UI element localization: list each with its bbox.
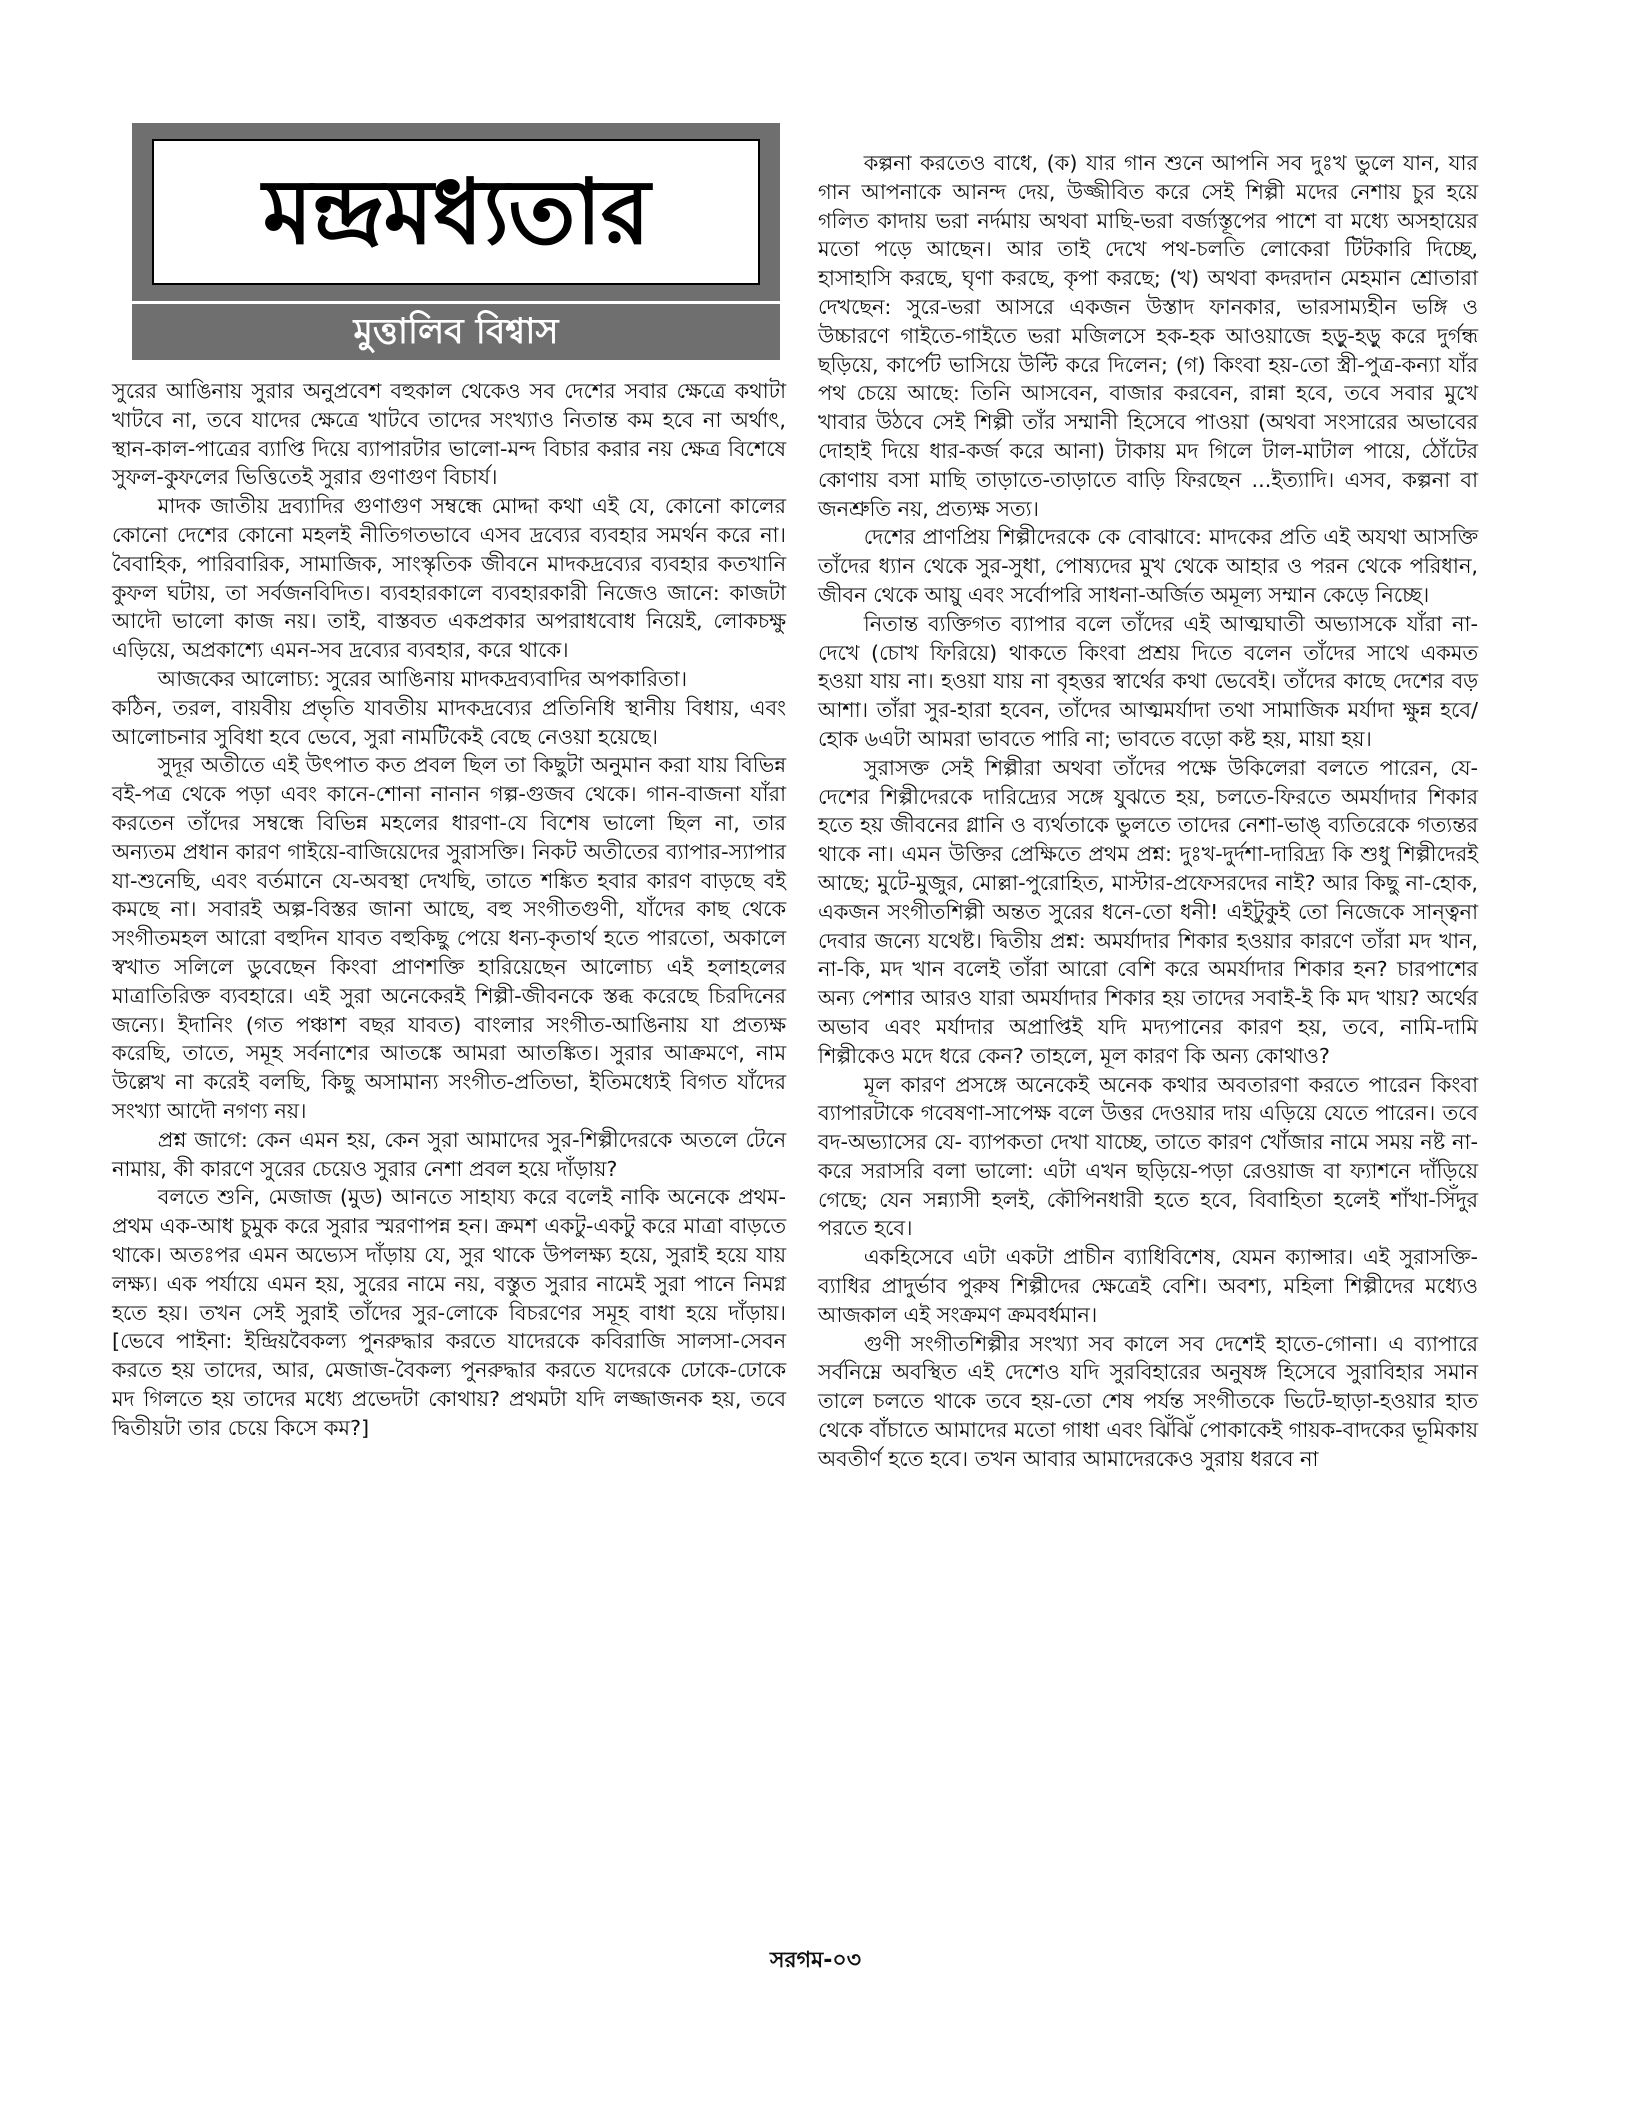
paragraph: একহিসেবে এটা একটা প্রাচীন ব্যাধিবিশেষ, যেমন ক্যান্সার। এই সুরাসক্তি-ব্যাধির প্রাদুর্ভাব পুরুষ শিল্পীদের ক্ষেত্রেই বেশি। অবশ্য, মহিলা শিল্পীদের মধ্যেও আজকাল এই সংক্রমণ ক্রমবর্ধমান। <box>818 1245 1478 1327</box>
paragraph: প্রশ্ন জাগে: কেন এমন হয়, কেন সুরা আমাদের সুর-শিল্পীদেরকে অতলে টেনে নামায়, কী কারণে সুরের চেয়েও সুরার নেশা প্রবল হয়ে দাঁড়ায়? <box>112 1127 786 1181</box>
left-column <box>112 377 786 1442</box>
paragraph: নিতান্ত ব্যক্তিগত ব্যাপার বলে তাঁদের এই আত্মঘাতী অভ্যাসকে যাঁরা না-দেখে (চোখ ফিরিয়ে) থাকতে কিংবা প্রশ্রয় দিতে বলেন তাঁদের সাথে একমত হওয়া যায় না। হওয়া যায় না বৃহত্তর স্বার্থের কথা ভেবেই। তাঁদের কাছে দেশের বড় আশা। তাঁরা সুর-হারা হবেন, তাঁদের আত্মমর্যাদা তথা সামাজিক মর্যাদা ক্ষুন্ন হবে/হোক ৬এটা আমরা ভাবতে পারি না; ভাবতে বড়ো কষ্ট হয়, মায়া হয়। <box>818 611 1478 751</box>
paragraph: দেশের প্রাণপ্রিয় শিল্পীদেরকে কে বোঝাবে: মাদকের প্রতি এই অযথা আসক্তি তাঁদের ধ্যান থেকে সুর-সুধা, পোষ্যদের মুখ থেকে আহার ও পরন থেকে পরিধান, জীবন থেকে আয়ু এবং সর্বোপরি সাধনা-অর্জিত অমূল্য সম্মান কেড়ে নিচ্ছে। <box>818 525 1478 607</box>
paragraph: গুণী সংগীতশিল্পীর সংখ্যা সব কালে সব দেশেই হাতে-গোনা। এ ব্যাপারে সর্বনিম্নে অবস্থিত এই দেশেও যদি সুরবিহারের অনুষঙ্গ হিসেবে সুরাবিহার সমান তালে চলতে থাকে তবে হয়-তো শেষ পর্যন্ত সংগীতকে ভিটে-ছাড়া-হওয়ার হাত থেকে বাঁচাতে আমাদের মতো গাধা এবং ঝিঁঝিঁ পোকাকেই গায়ক-বাদকের ভূমিকায় অবতীর্ণ হতে হবে। তখন আবার আমাদেরকেও সুরায় ধরবে না <box>818 1331 1478 1471</box>
paragraph: কঠিন, তরল, বায়বীয় প্রভৃতি যাবতীয় মাদকদ্রব্যের প্রতিনিধি স্থানীয় বিধায়, এবং আলোচনার সুবিধা হবে ভেবে, সুরা নামটিকেই বেছে নেওয়া হয়েছে। <box>112 695 786 749</box>
paragraph: কল্পনা করতেও বাধে, (ক) যার গান শুনে আপনি সব দুঃখ ভুলে যান, যার গান আপনাকে আনন্দ দেয়, উজ্জীবিত করে সেই শিল্পী মদের নেশায় চুর হয়ে গলিত কাদায় ভরা নর্দমায় অথবা মাছি-ভরা বর্জ্যস্তূপের পাশে বা মধ্যে অসহায়ের মতো পড়ে আছেন। আর তাই দেখে পথ-চলতি লোকেরা টিটকারি দিচ্ছে, হাসাহাসি করছে, ঘৃণা করছে, কৃপা করছে; (খ) অথবা কদরদান মেহমান শ্রোতারা দেখছেন: সুরে-ভরা আসরে একজন উস্তাদ ফানকার, ভারসাম্যহীন ভঙ্গি ও উচ্চারণে গাইতে-গাইতে ভরা মজিলসে হক-হক আওয়াজে হড়ু-হড়ু করে দুর্গন্ধ ছড়িয়ে, কার্পেট ভাসিয়ে উল্টি করে দিলেন; (গ) কিংবা হয়-তো স্ত্রী-পুত্র-কন্যা যাঁর পথ চেয়ে আছে: তিনি আসবেন, বাজার করবেন, রান্না হবে, তবে সবার মুখে খাবার উঠবে সেই শিল্পী তাঁর সম্মানী হিসেবে পাওয়া (অথবা সংসারের অভাবের দোহাই দিয়ে ধার-কর্জ করে আনা) টাকায় মদ গিলে টাল-মাটাল পায়ে, ঠোঁটের কোণায় বসা মাছি তাড়াতে-তাড়াতে বাড়ি ফিরছেন ...ইত্যাদি। এসব, কল্পনা বা জনশ্রুতি নয়, প্রত্যক্ষ সত্য। <box>818 151 1478 521</box>
title-banner <box>132 123 780 301</box>
right-column <box>818 149 1478 1474</box>
title-frame <box>152 139 760 285</box>
author-name: মুত্তালিব বিশ্বাস <box>353 311 559 352</box>
paragraph: সুরাসক্ত সেই শিল্পীরা অথবা তাঁদের পক্ষে উকিলেরা বলতে পারেন, যে-দেশের শিল্পীদেরকে দারিদ্র্যের সঙ্গে যুঝতে হয়, চলতে-ফিরতে অমর্যাদার শিকার হতে হয় জীবনের গ্লানি ও ব্যর্থতাকে ভুলতে তাদের নেশা-ভাঙ্ ব্যতিরেকে গত্যন্তর থাকে না। এমন উক্তির প্রেক্ষিতে প্রথম প্রশ্ন: দুঃখ-দুর্দশা-দারিদ্র্য কি শুধু শিল্পীদেরই আছে; মুটে-মুজুর, মোল্লা-পুরোহিত, মাস্টার-প্রফেসরদের নাই? আর কিছু না-হোক, একজন সংগীতশিল্পী অন্তত সুরের ধনে-তো ধনী! এইটুকুই তো নিজেকে সান্ত্বনা দেবার জন্যে যথেষ্ট। দ্বিতীয় প্রশ্ন: অমর্যাদার শিকার হওয়ার কারণে তাঁরা মদ খান, না-কি, মদ খান বলেই তাঁরা আরো বেশি করে অমর্যাদার শিকার হন? চারপাশের অন্য পেশার আরও যারা অমর্যাদার শিকার হয় তাদের সবাই-ই কি মদ খায়? অর্থের অভাব এবং মর্যাদার অপ্রাপ্তিই যদি মদ্যপানের কারণ হয়, তবে, নামি-দামি শিল্পীকেও মদে ধরে কেন? তাহলে, মূল কারণ কি অন্য কোথাও? <box>818 755 1478 1068</box>
paragraph: সুদূর অতীতে এই উৎপাত কত প্রবল ছিল তা কিছুটা অনুমান করা যায় বিভিন্ন বই-পত্র থেকে পড়া এবং কানে-শোনা নানান গল্প-গুজব থেকে। গান-বাজনা যাঁরা করতেন তাঁদের সম্বন্ধে বিভিন্ন মহলের ধারণা-যে বিশেষ ভালো ছিল না, তার অন্যতম প্রধান কারণ গাইয়ে-বাজিয়েদের সুরাসক্তি। নিকট অতীতের ব্যাপার-স্যাপার যা-শুনেছি, এবং বর্তমানে যে-অবস্থা দেখছি, তাতে শঙ্কিত হবার কারণ বাড়ছে বই কমছে না। সবারই অল্প-বিস্তর জানা আছে, বহু সংগীতগুণী, যাঁদের কাছ থেকে সংগীতমহল আরো বহুদিন যাবত বহুকিছু পেয়ে ধন্য-কৃতার্থ হতে পারতো, অকালে স্বখাত সলিলে ডুবেছেন কিংবা প্রাণশক্তি হারিয়েছেন আলোচ্য এই হলাহলের মাত্রাতিরিক্ত ব্যবহারে। এই সুরা অনেকেরই শিল্পী-জীবনকে স্তব্ধ করেছে চিরদিনের জন্যে। ইদানিং (গত পঞ্চাশ বছর যাবত) বাংলার সংগীত-আঙিনায় যা প্রত্যক্ষ করেছি, তাতে, সমূহ সর্বনাশের আতঙ্কে আমরা আতঙ্কিত। সুরার আক্রমণে, নাম উল্লেখ না করেই বলছি, কিছু অসামান্য সংগীত-প্রতিভা, ইতিমধ্যেই বিগত যাঁদের সংখ্যা আদৌ নগণ্য নয়। <box>112 753 786 1123</box>
article-title: মন্দ্রমধ্যতার <box>262 159 650 265</box>
paragraph: আজকের আলোচ্য: সুরের আঙিনায় মাদকদ্রব্যবাদির অপকারিতা। <box>157 666 688 691</box>
paragraph: মূল কারণ প্রসঙ্গে অনেকেই অনেক কথার অবতারণা করতে পারেন কিংবা ব্যাপারটাকে গবেষণা-সাপেক্ষ বলে উত্তর দেওয়ার দায় এড়িয়ে যেতে পারেন। তবে বদ-অভ্যাসের যে- ব্যাপকতা দেখা যাচ্ছে, তাতে কারণ খোঁজার নামে সময় নষ্ট না-করে সরাসরি বলা ভালো: এটা এখন ছড়িয়ে-পড়া রেওয়াজ বা ফ্যাশনে দাঁড়িয়ে গেছে; যেন সন্ন্যাসী হলই, কৌপিনধারী হতে হবে, বিবাহিতা হলেই শাঁখা-সিঁদুর পরতে হবে। <box>818 1072 1478 1241</box>
page-footer: সরগম-০৩ <box>769 1948 861 1973</box>
paragraph: সুরের আঙিনায় সুরার অনুপ্রবেশ বহুকাল থেকেও সব দেশের সবার ক্ষেত্রে কথাটা খাটবে না, তবে যাদের ক্ষেত্রে খাটবে তাদের সংখ্যাও নিতান্ত কম হবে না অর্থাৎ, স্থান-কাল-পাত্রের ব্যাপ্তি দিয়ে ব্যাপারটার ভালো-মন্দ বিচার করার নয় ক্ষেত্র বিশেষে সুফল-কুফলের ভিত্তিতেই সুরার গুণাগুণ বিচার্য। <box>112 379 786 490</box>
paragraph: বলতে শুনি, মেজাজ (মুড) আনতে সাহায্য করে বলেই নাকি অনেকে প্রথম-প্রথম এক-আধ চুমুক করে সুরার স্মরণাপন্ন হন। ক্রমশ একটু-একটু করে মাত্রা বাড়তে থাকে। অতঃপর এমন অভ্যেস দাঁড়ায় যে, সুর থাকে উপলক্ষ্য হয়ে, সুরাই হয়ে যায় লক্ষ্য। এক পর্যায়ে এমন হয়, সুরের নামে নয়, বস্তুত সুরার নামেই সুরা পানে নিমগ্ন হতে হয়। তখন সেই সুরাই তাঁদের সুর-লোকে বিচরণের সমূহ বাধা হয়ে দাঁড়ায়। [ভেবে পাইনা: ইন্দ্রিয়বৈকল্য পুনরুদ্ধার করতে যাদেরকে কবিরাজি সালসা-সেবন করতে হয় তাদের, আর, মেজাজ-বৈকল্য পুনরুদ্ধার করতে যদেরকে ঢোকে-ঢোকে মদ গিলতে হয় তাদের মধ্যে প্রভেদটা কোথায়? প্রথমটা যদি লজ্জাজনক হয়, তবে দ্বিতীয়টা তার চেয়ে কিসে কম?] <box>112 1185 786 1440</box>
paragraph: মাদক জাতীয় দ্রব্যাদির গুণাগুণ সম্বন্ধে মোদ্দা কথা এই যে, কোনো কালের কোনো দেশের কোনো মহলই নীতিগতভাবে এসব দ্রব্যের ব্যবহার সমর্থন করে না। বৈবাহিক, পারিবারিক, সামাজিক, সাংস্কৃতিক জীবনে মাদকদ্রব্যের ব্যবহার কতখানি কুফল ঘটায়, তা সর্বজনবিদিত। ব্যবহারকালে ব্যবহারকারী নিজেও জানে: কাজটা আদৌ ভালো কাজ নয়। তাই, বাস্তবত একপ্রকার অপরাধবোধ নিয়েই, লোকচক্ষু এড়িয়ে, অপ্রকাশ্যে এমন-সব দ্রব্যের ব্যবহার, করে থাকে। <box>112 494 786 663</box>
author-banner <box>132 304 780 360</box>
